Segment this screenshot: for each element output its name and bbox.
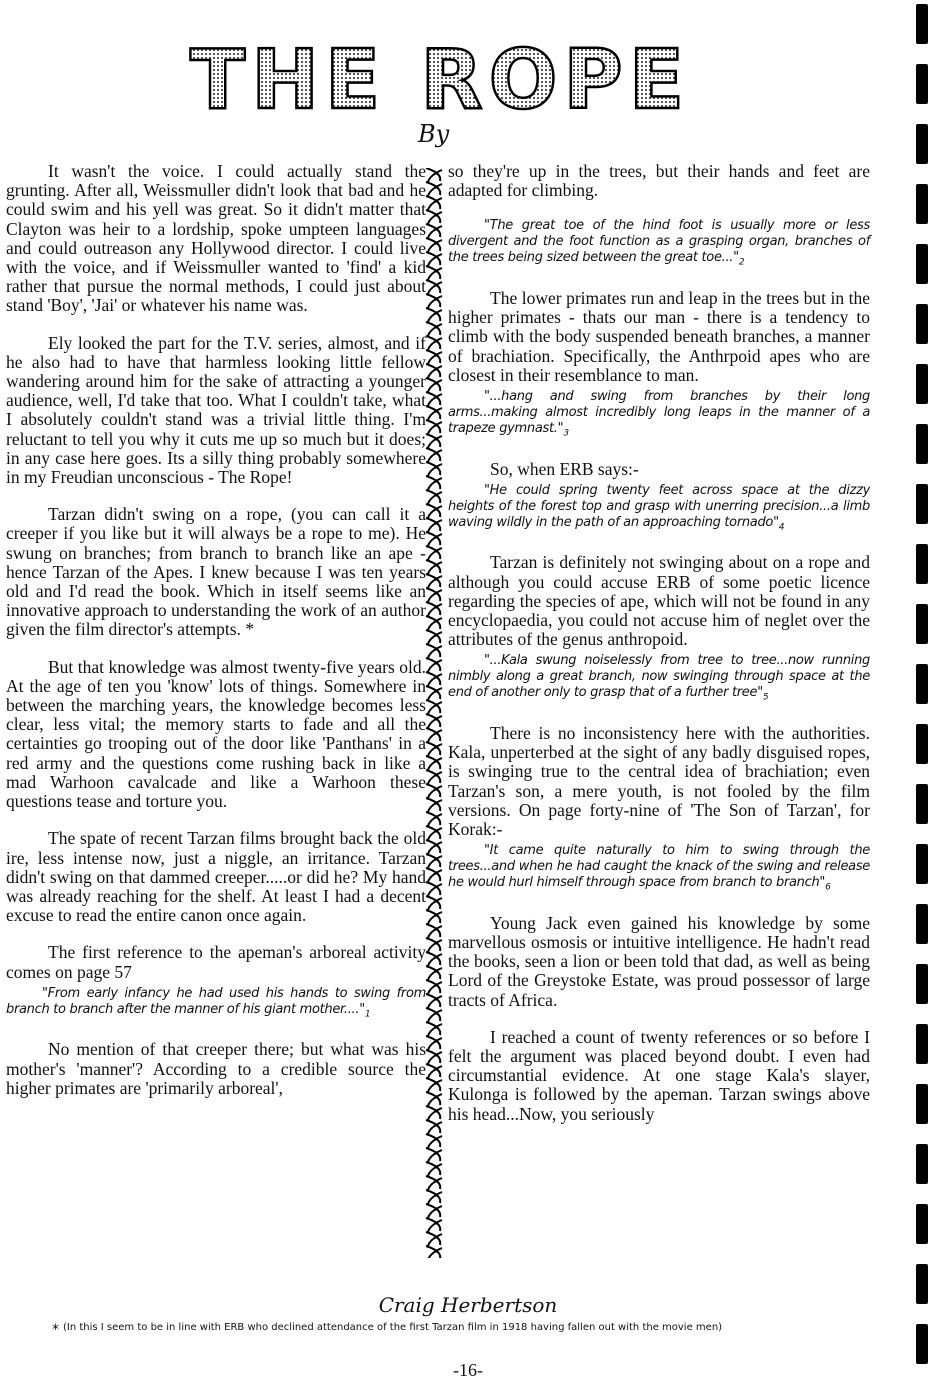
paragraph-text: Ely looked the part for the T.V. series, almost, and if he also had to have that harmless looking little fellow wandering around him for the sake of attracting a younger audience, well, I'd take that too. What I couldn't take, what I absolutely couldn't stand was a trivial little thing. I'm reluctant to tell you why it cuts me up so much but it does; in any case here goes. Its a silly thing probably somewhere in my Freudian unconscious - The Rope!	[6, 332, 426, 488]
page-title	[180, 36, 700, 122]
paragraph: The first reference to the apeman's arboreal activity comes on page 57	[6, 942, 426, 982]
quotation	[448, 653, 870, 706]
quotation-text: "He could spring twenty feet across space at the dizzy heights of the forest top and grasp with unerring precision...a limb waving wildly in the path of an approaching tornado"	[448, 482, 870, 530]
page-number: -16-	[453, 1360, 483, 1380]
paragraph: The lower primates run and leap in the trees but in the higher primates - thats our man - there is a tendency to climb with the body suspended beneath branches, a manner of brachiation. Specifically, the Anthrpoid apes who are closest in their resemblance to man.	[448, 288, 870, 385]
binding-mark	[916, 964, 928, 1004]
quotation	[448, 218, 870, 271]
binding-mark	[916, 64, 928, 104]
right-column	[448, 162, 870, 1142]
paragraph: I reached a count of twenty references or so before I felt the argument was placed beyond doubt. I even had circumstantial evidence. At one stage Kala's slayer, Kulonga is followed by the apeman. Tarzan swings above his head...Now, you seriously	[448, 1026, 870, 1124]
quotation-text: "It came quite naturally to him to swing through the trees...and when he had caught the knack of the swing and release he would hurl himself through space from branch to branch"	[448, 843, 870, 891]
quotation	[448, 843, 870, 896]
footnote-marker: 3	[563, 428, 569, 439]
binding-holes	[916, 0, 932, 1398]
binding-mark	[916, 1324, 928, 1364]
paragraph: But that knowledge was almost twenty-five years old. At the age of ten you 'know' lots of things. Somewhere in between the marching years, the knowledge becomes less clear, less vital; the memory starts to fade and all the certainties go trooping out of the door like 'Panthans' in a red army and the questions come rushing back in like a mad Warhoon cavalcade and like a Warhoon these questions tease and torture you.	[6, 656, 426, 812]
quotation	[6, 986, 426, 1023]
footnote-marker: 5	[762, 693, 769, 704]
binding-mark	[916, 1204, 928, 1244]
paragraph: There is no inconsistency here with the authorities. Kala, unperterbed at the sight of any badly disguised ropes, is swinging true to the central idea of brachiation; even Tarzan's son, a mere youth, is not fooled by the film versions. On page forty-nine of 'The Son of Tarzan', for Korak:-	[448, 723, 870, 840]
paragraph: No mention of that creeper there; but what was his mother's 'manner'? According to a credible source the higher primates are 'primarily arboreal',	[6, 1039, 426, 1098]
binding-mark	[916, 184, 928, 224]
byline: By	[418, 120, 450, 148]
title-text: THE ROPE	[190, 36, 690, 122]
binding-mark	[916, 784, 928, 824]
binding-mark	[916, 1144, 928, 1184]
footnote-marker: 1	[364, 1009, 371, 1020]
footnote-asterisk: *	[52, 1322, 59, 1338]
quotation-text: "...hang and swing from branches by their long arms...making almost incredibly long leaps in the manner of a trapeze gymnast."	[448, 389, 870, 437]
binding-mark	[916, 844, 928, 884]
binding-mark	[916, 1024, 928, 1064]
paragraph: So, when ERB says:-	[490, 458, 639, 479]
footnote-marker: 4	[778, 522, 785, 533]
binding-mark	[916, 424, 928, 464]
binding-mark	[916, 124, 928, 164]
binding-mark	[916, 904, 928, 944]
author-name: Craig Herbertson	[378, 1293, 558, 1317]
binding-mark	[916, 1264, 928, 1304]
footnote-marker: 6	[825, 882, 831, 893]
paragraph: so they're up in the trees, but their hands and feet are adapted for climbing.	[448, 161, 870, 201]
quotation-text: "From early infancy he had used his hands to swing from branch to branch after the manner of his giant mother...."	[6, 985, 426, 1017]
paragraph: Tarzan didn't swing on a rope, (you can call it a creeper if you like but it will always be a rope to me). He swung on branches; from branch to branch like an ape - hence Tarzan of the Apes. I knew because I was ten years old and I'd read the book. Which in itself seems like an innovative approach to understanding the work of an author given the film director's attempts. *	[6, 504, 426, 640]
paragraph: The spate of recent Tarzan films brought back the old ire, less intense now, just a niggle, an irritance. Tarzan didn't swing on that dammed creeper.....or did he? My hand was already reaching for the shelf. At least I had a decent excuse to read the entire canon once again.	[6, 828, 426, 926]
binding-mark	[916, 544, 928, 584]
quotation-text: "...Kala swung noiselessly from tree to tree...now running nimbly along a great branch, now swinging through space at the end of another only to grasp that of a further tree"	[448, 653, 870, 701]
binding-mark	[916, 664, 928, 704]
paragraph: Tarzan is definitely not swinging about on a rope and although you could accuse ERB of some poetic licence regarding the species of ape, which will not be found in any encyclopaedia, you could not accuse him of neglet over the attributes of the genus anthropoid.	[448, 552, 870, 650]
binding-mark	[916, 244, 928, 284]
paragraph: Young Jack even gained his knowledge by some marvellous osmosis or intuitive intelligence. He hadn't read the books, seen a lion or been told that dad, as well as being Lord of the Greystoke Estate, was proud possessor of large tracts of Africa.	[448, 912, 870, 1010]
binding-mark	[916, 1084, 928, 1124]
binding-mark	[916, 4, 928, 44]
quotation	[448, 483, 870, 536]
left-column	[6, 162, 426, 1116]
quotation	[448, 389, 870, 442]
binding-mark	[916, 604, 928, 644]
footnote-text: (In this I seem to be in line with ERB who declined attendance of the first Tarzan film in 1918 having fallen out with the movie men)	[63, 1322, 723, 1333]
paragraph: It wasn't the voice. I could actually stand the grunting. After all, Weissmuller didn't look that bad and he could swim and his yell was great. So it didn't matter that Clayton was heir to a lordship, spoke umpteen languages and could outreason any Hollywood director. I could live with the voice, and if Weissmuller wanted to 'find' a kid rather that pursue the normal methods, I could just about stand 'Boy', 'Jai' or whatever his name was.	[6, 161, 426, 316]
binding-mark	[916, 364, 928, 404]
binding-mark	[916, 724, 928, 764]
rope-divider	[420, 168, 450, 1258]
binding-mark	[916, 304, 928, 344]
paragraph	[6, 334, 426, 488]
footnote	[52, 1322, 722, 1338]
binding-mark	[916, 484, 928, 524]
footnote-marker: 2	[738, 258, 745, 268]
quotation-text: "The great toe of the hind foot is usually more or less divergent and the foot function as a grasping organ, branches of the trees being sized between the great toe..."	[448, 218, 870, 266]
